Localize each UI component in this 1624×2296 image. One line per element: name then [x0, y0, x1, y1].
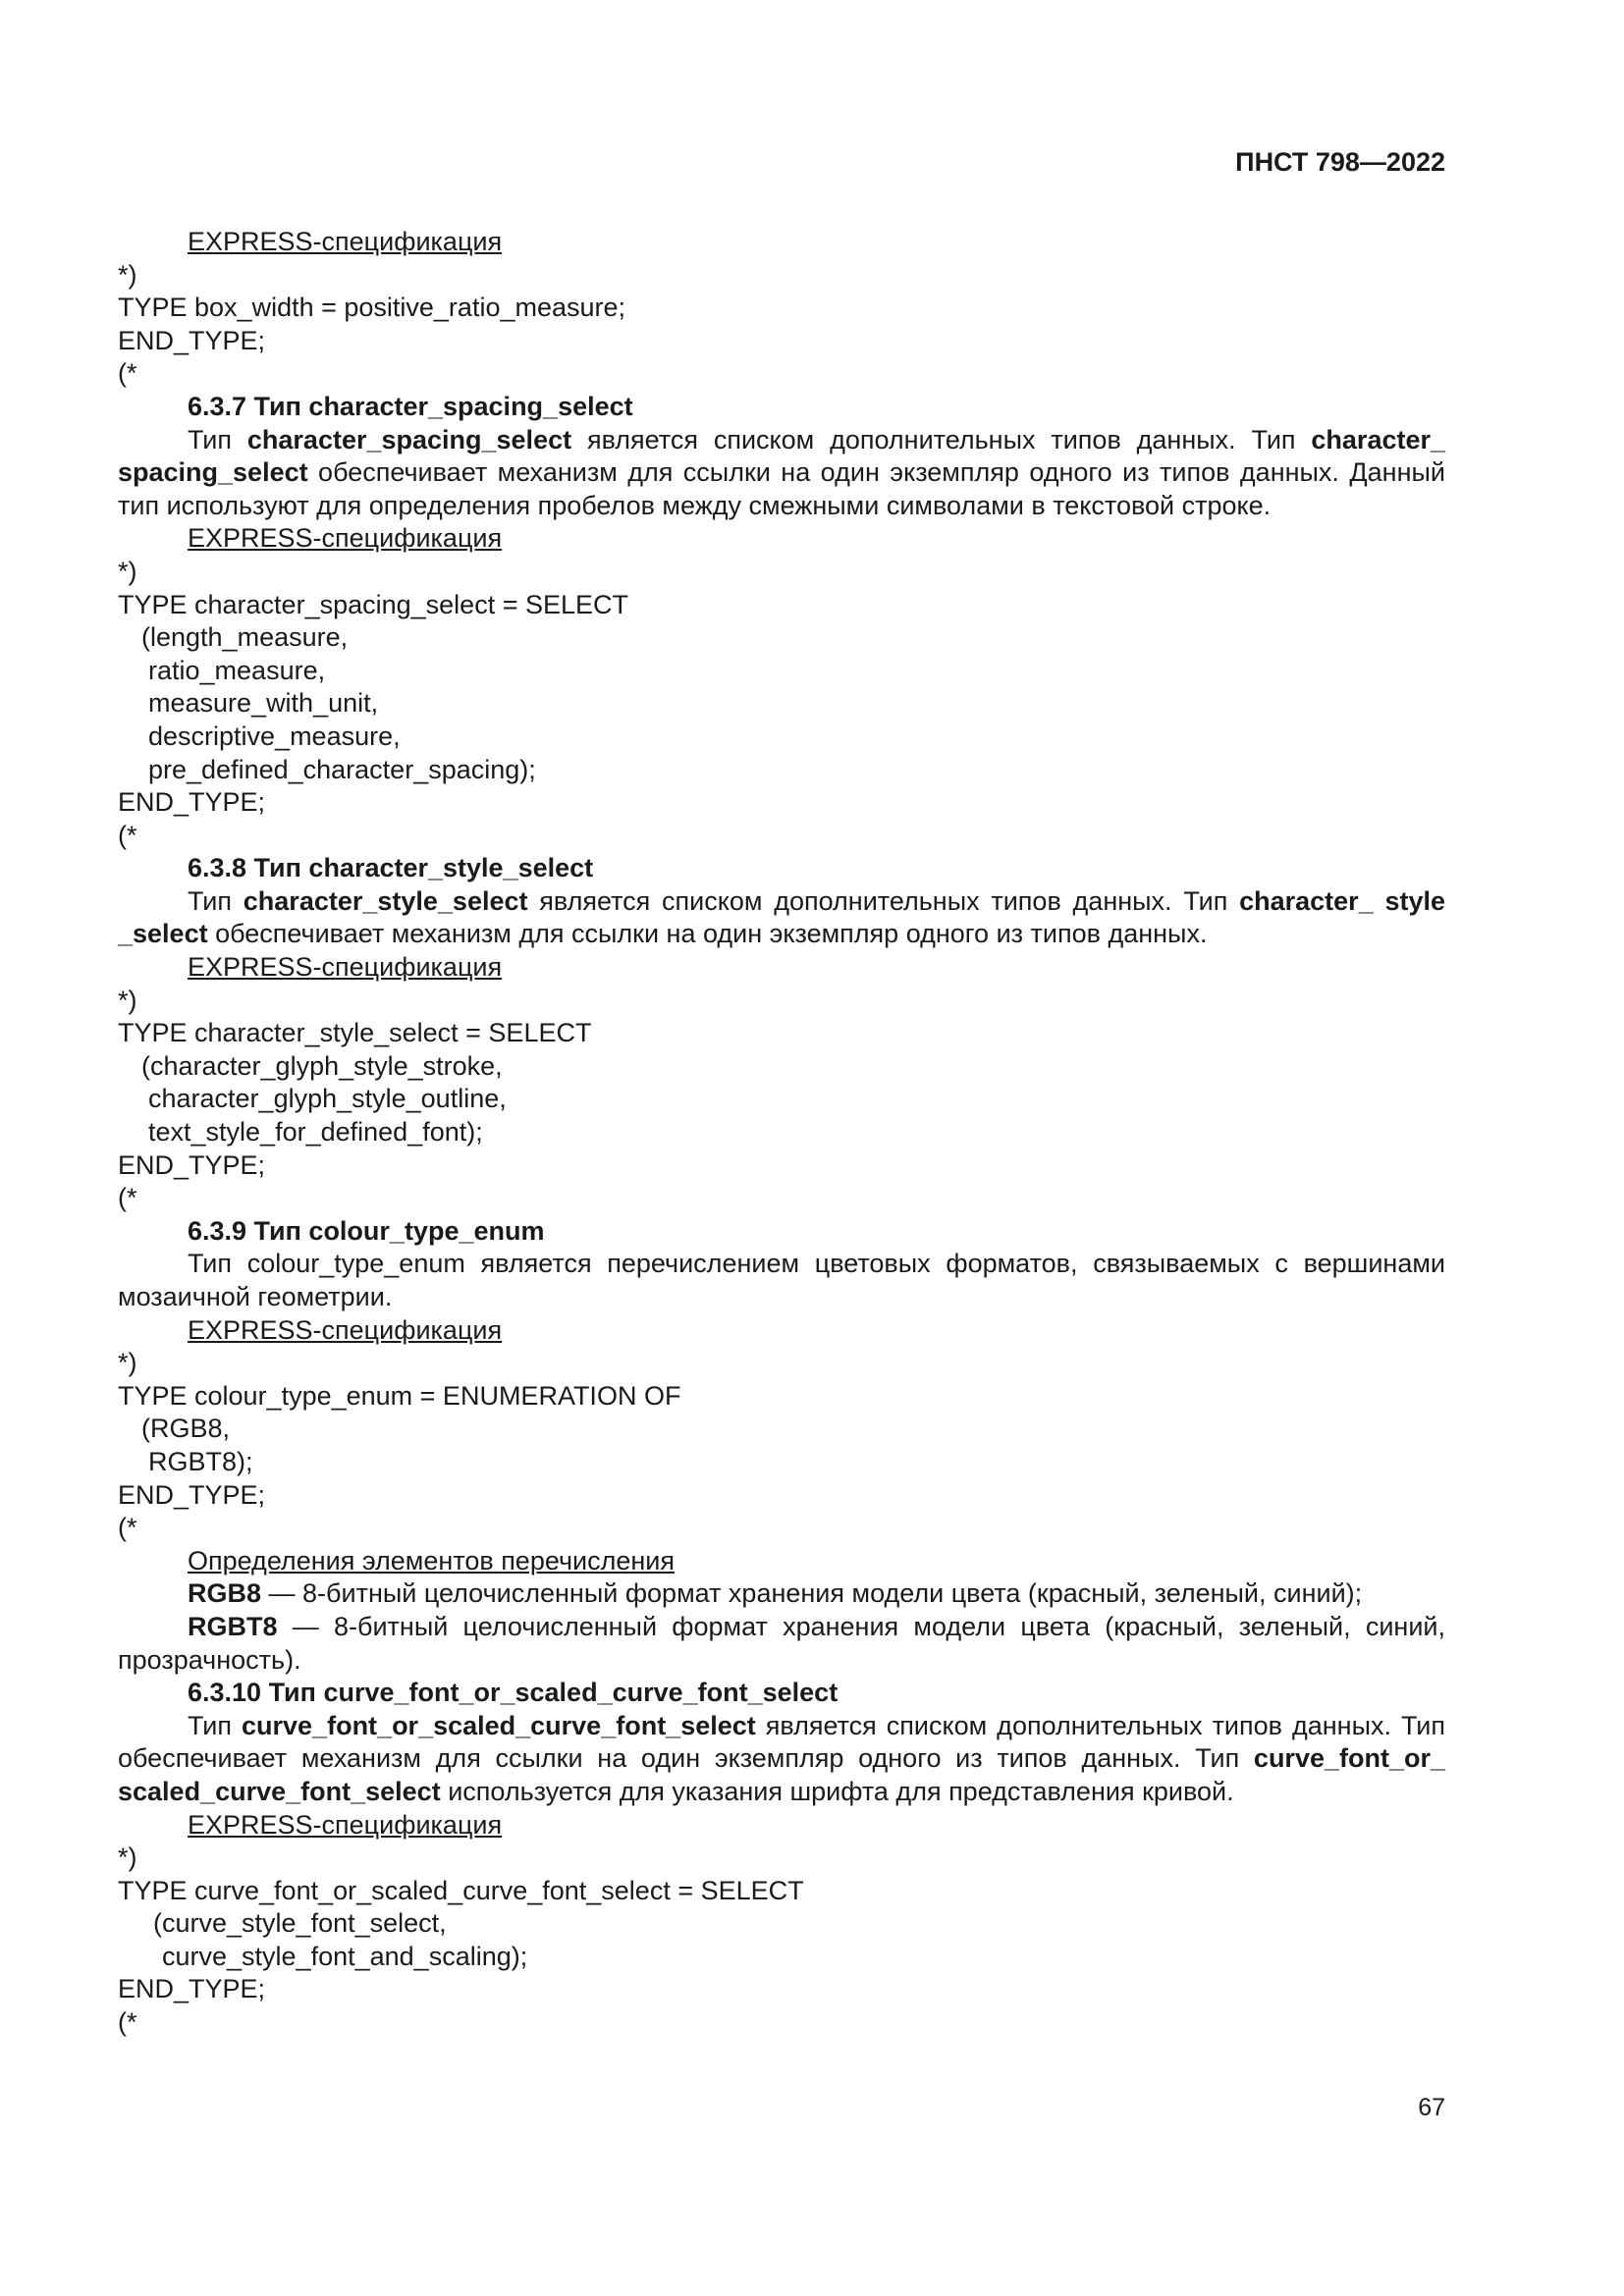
section-heading-6-3-9: 6.3.9 Тип colour_type_enum — [188, 1215, 545, 1246]
enum-definition-rgbt8: RGBT8 — 8-битный целочисленный формат хранения модели цвета (красный, зеленый, синий, прозрачность). — [118, 1611, 1445, 1675]
enum-definitions-label: Определения элементов перечисления — [188, 1545, 675, 1575]
code-line: text_style_for_defined_font); — [148, 1117, 483, 1148]
section-heading-6-3-8: 6.3.8 Тип character_style_select — [188, 853, 594, 883]
code-line: (* — [118, 820, 137, 850]
section-paragraph: Тип character_spacing_select является списком дополнительных типов данных. Тип character_ spacing_select обеспечивает механизм для ссылки на один экземпляр одного из типов данных. Данный тип используют для определения пробелов между смежными символами в текстовой строке. — [118, 424, 1446, 520]
code-line: *) — [118, 1842, 137, 1873]
code-line: *) — [118, 985, 137, 1015]
express-spec-label: EXPRESS-спецификация — [188, 1809, 503, 1840]
code-line: TYPE character_spacing_select = SELECT — [118, 589, 629, 619]
express-spec-label: EXPRESS-спецификация — [188, 227, 503, 256]
express-spec-label: EXPRESS-спецификация — [188, 952, 503, 983]
code-line: END_TYPE; — [118, 787, 266, 818]
code-line: TYPE colour_type_enum = ENUMERATION OF — [118, 1380, 681, 1411]
code-line: *) — [118, 1348, 137, 1378]
code-line: *) — [118, 259, 137, 290]
code-line: character_glyph_style_outline, — [148, 1084, 507, 1114]
code-line: curve_style_font_and_scaling); — [162, 1941, 528, 1971]
enum-definition-rgb8: RGB8 — 8-битный целочисленный формат хранения модели цвета (красный, зеленый, синий); — [188, 1578, 1363, 1609]
code-line: ratio_measure, — [148, 655, 326, 685]
code-line: TYPE character_style_select = SELECT — [118, 1018, 592, 1048]
code-line: descriptive_measure, — [148, 721, 401, 751]
code-line: *) — [118, 556, 137, 586]
section-heading-6-3-7: 6.3.7 Тип character_spacing_select — [188, 391, 633, 421]
code-line: TYPE box_width = positive_ratio_measure; — [118, 293, 626, 323]
code-line: (RGB8, — [141, 1414, 231, 1444]
code-line: (* — [118, 358, 137, 389]
express-spec-label: EXPRESS-спецификация — [188, 1314, 503, 1345]
section-paragraph: Тип character_style_select является списком дополнительных типов данных. Тип character_ style _select обеспечивает механизм для ссылки на один экземпляр одного из типов данных. — [118, 885, 1446, 949]
code-line: END_TYPE; — [118, 1149, 266, 1180]
section-paragraph: Тип colour_type_enum является перечислением цветовых форматов, связываемых с вершинами мозаичной геометрии. — [118, 1249, 1445, 1311]
code-line: pre_defined_character_spacing); — [148, 754, 536, 784]
code-line: END_TYPE; — [118, 1479, 266, 1510]
code-line: (* — [118, 1183, 137, 1213]
code-line: RGBT8); — [148, 1446, 253, 1476]
section-heading-6-3-10: 6.3.10 Тип curve_font_or_scaled_curve_font_select — [188, 1678, 839, 1708]
code-line: (curve_style_font_select, — [153, 1908, 447, 1939]
code-line: END_TYPE; — [118, 1974, 266, 2004]
code-line: (character_glyph_style_stroke, — [141, 1050, 503, 1081]
code-line: (length_measure, — [141, 622, 349, 653]
code-line: (* — [118, 1513, 137, 1543]
code-line: measure_with_unit, — [148, 688, 379, 719]
section-paragraph: Тип curve_font_or_scaled_curve_font_select является списком дополнительных типов данных. Тип обеспечивает механизм для ссылки на один экземпляр одного из типов данных. Тип curve_font_or_ scaled_curve_font_select используется для указания шрифта для представления кривой. — [118, 1710, 1445, 1806]
code-line: TYPE curve_font_or_scaled_curve_font_select = SELECT — [118, 1875, 804, 1905]
code-line: (* — [118, 2007, 137, 2038]
page-number: 67 — [1418, 2094, 1445, 2121]
code-line: END_TYPE; — [118, 325, 266, 355]
page-content — [118, 226, 1445, 2040]
express-spec-label: EXPRESS-спецификация — [188, 523, 503, 554]
document-code: ПНСТ 798—2022 — [1235, 147, 1445, 177]
